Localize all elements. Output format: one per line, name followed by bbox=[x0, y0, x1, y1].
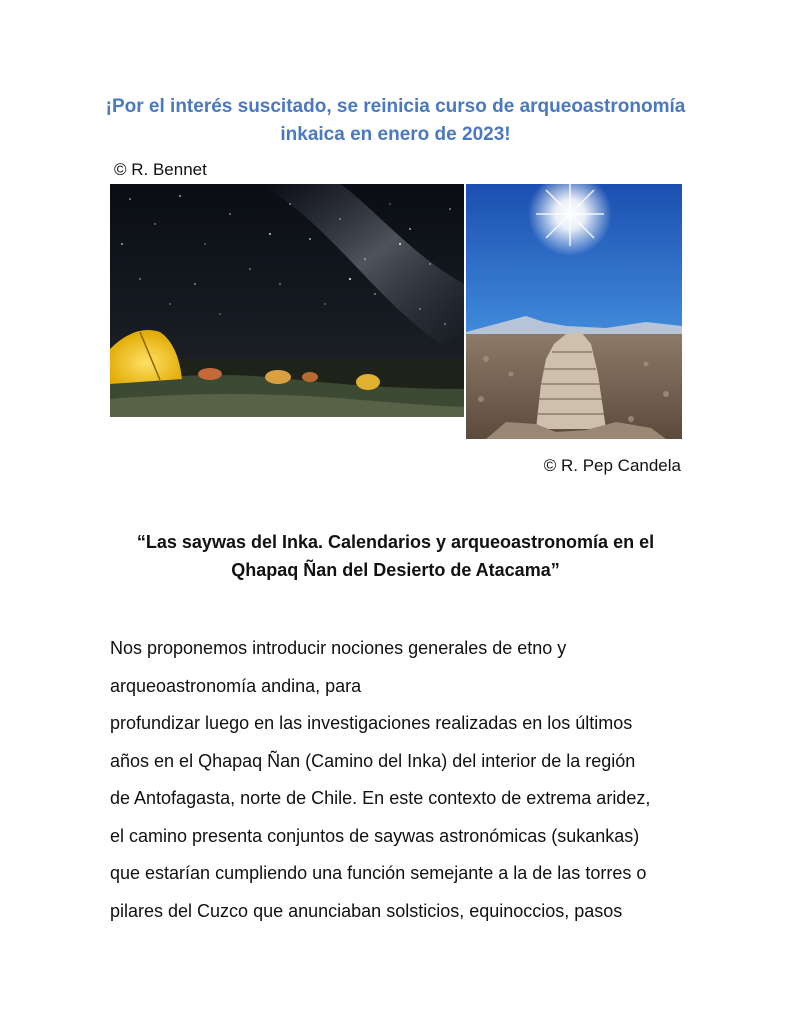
body-line: de Antofagasta, norte de Chile. En este contexto de extrema aridez, bbox=[110, 788, 651, 808]
body-line: que estarían cumpliendo una función semejante a la de las torres o bbox=[110, 863, 647, 883]
body-line: arqueoastronomía andina, para bbox=[110, 675, 362, 696]
photo-credit-pep-candela: © R. Pep Candela bbox=[543, 456, 681, 475]
body-line: años en el Qhapaq Ñan (Camino del Inka) del interior de la región bbox=[110, 750, 636, 771]
body-line: el camino presenta conjuntos de saywas astronómicas (sukankas) bbox=[110, 825, 640, 846]
body-paragraph bbox=[110, 630, 710, 930]
night-sky-camp-photo bbox=[110, 184, 464, 417]
headline-line-2: inkaica en enero de 2023! bbox=[280, 124, 511, 145]
body-line: Nos proponemos introducir nociones generales de etno y bbox=[110, 638, 567, 658]
course-title bbox=[80, 528, 711, 584]
photo-credit-bennet: © R. Bennet bbox=[114, 160, 207, 179]
course-title-line-1: “Las saywas del Inka. Calendarios y arqueoastronomía en el bbox=[136, 532, 655, 552]
saywa-cairn-sun-photo bbox=[466, 184, 682, 439]
course-title-line-2: Qhapaq Ñan del Desierto de Atacama” bbox=[231, 560, 560, 580]
headline bbox=[60, 93, 731, 149]
headline-line-1: ¡Por el interés suscitado, se reinicia curso de arqueoastronomía bbox=[105, 96, 686, 117]
body-line: pilares del Cuzco que anunciaban solsticios, equinoccios, pasos bbox=[110, 900, 623, 921]
body-line: profundizar luego en las investigaciones realizadas en los últimos bbox=[110, 713, 633, 733]
